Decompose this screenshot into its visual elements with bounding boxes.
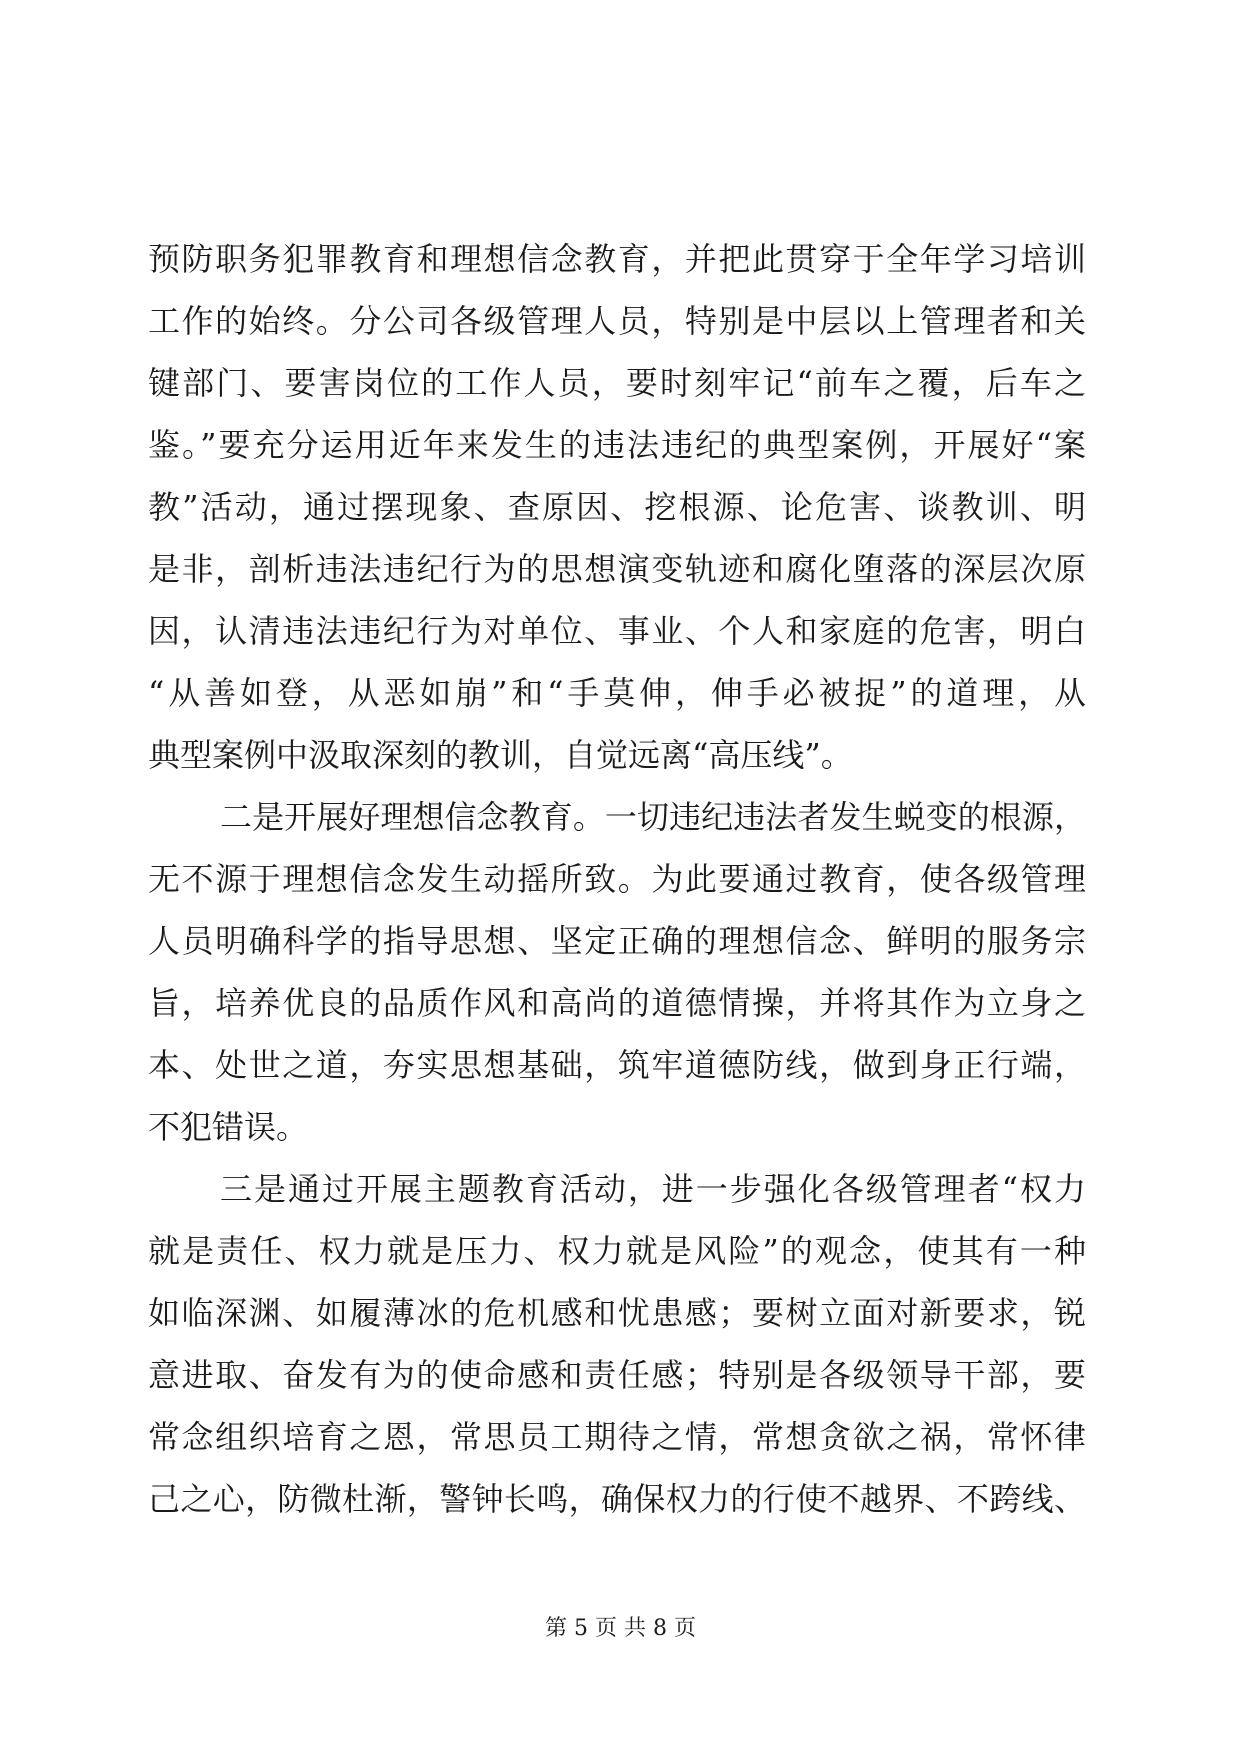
text-line: 是非，剖析违法违纪行为的思想演变轨迹和腐化堕落的深层次原 — [148, 550, 1086, 588]
text-line: 教”活动，通过摆现象、查原因、挖根源、论危害、谈教训、明 — [148, 488, 1086, 526]
paragraph-start-line: 二是开展好理想信念教育。一切违纪违法者发生蜕变的根源， — [220, 798, 1086, 836]
paragraph-start-line: 三是通过开展主题教育活动，进一步强化各级管理者“权力 — [220, 1170, 1086, 1208]
text-line: 意进取、奋发有为的使命感和责任感；特别是各级领导干部，要 — [148, 1356, 1086, 1394]
text-line: 鉴。”要充分运用近年来发生的违法违纪的典型案例，开展好“案 — [148, 426, 1086, 464]
text-line: 常念组织培育之恩，常思员工期待之情，常想贪欲之祸，常怀律 — [148, 1418, 1086, 1456]
text-line: 工作的始终。分公司各级管理人员，特别是中层以上管理者和关 — [148, 302, 1086, 340]
text-line: 旨，培养优良的品质作风和高尚的道德情操，并将其作为立身之 — [148, 984, 1086, 1022]
text-line: 人员明确科学的指导思想、坚定正确的理想信念、鲜明的服务宗 — [148, 922, 1086, 960]
text-line: 就是责任、权力就是压力、权力就是风险”的观念，使其有一种 — [148, 1232, 1086, 1270]
text-line: 己之心，防微杜渐，警钟长鸣，确保权力的行使不越界、不跨线、 — [148, 1480, 1086, 1518]
text-line: 典型案例中汲取深刻的教训，自觉远离“高压线”。 — [148, 736, 853, 774]
text-line: 本、处世之道，夯实思想基础，筑牢道德防线，做到身正行端， — [148, 1046, 1086, 1084]
text-line: 不犯错误。 — [148, 1108, 309, 1146]
text-line: 无不源于理想信念发生动摇所致。为此要通过教育，使各级管理 — [148, 860, 1086, 898]
text-line: 键部门、要害岗位的工作人员，要时刻牢记“前车之覆，后车之 — [148, 364, 1086, 402]
text-line: “从善如登，从恶如崩”和“手莫伸，伸手必被捉”的道理，从 — [148, 674, 1086, 712]
document-body — [148, 228, 1086, 1530]
page-number-footer: 第 5 页 共 8 页 — [545, 1616, 696, 1641]
text-line: 如临深渊、如履薄冰的危机感和忧患感；要树立面对新要求，锐 — [148, 1294, 1086, 1332]
text-line: 预防职务犯罪教育和理想信念教育，并把此贯穿于全年学习培训 — [148, 240, 1086, 278]
text-line: 因，认清违法违纪行为对单位、事业、个人和家庭的危害，明白 — [148, 612, 1086, 650]
